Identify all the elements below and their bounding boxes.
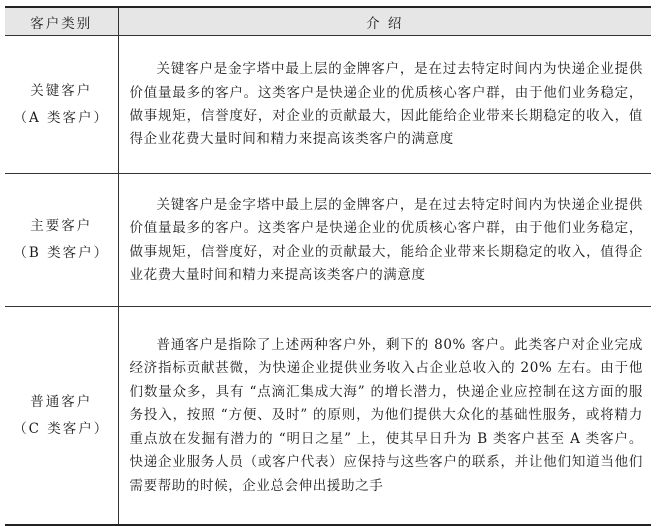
category-cell [5, 36, 118, 174]
header-intro: 介 绍 [118, 7, 651, 36]
description-cell: 普通客户是指除了上述两种客户外，剩下的 80% 客户。此类客户对企业完成经济指标贡献甚微，为快递企业提供业务收入占企业总收入的 20% 左右。由于他们数量众多，具有 “点滴汇集成大海” 的增长潜力，快递企业应控制在这方面的服务投入，按照 “方便、及时” 的原则，为他们提供大众化的基础性服务，或将精力重点放在发掘有潜力的 “明日之星” 上，使其早日升为 B 类客户甚至 A 类客户。快递企业服务人员（或客户代表）应保持与这些客户的联系，并让他们知道当他们需要帮助的时候，企业总会伸出援助之手 [118, 307, 651, 526]
customer-category-table [5, 6, 651, 526]
description-cell: 关键客户是金字塔中最上层的金牌客户，是在过去特定时间内为快递企业提供价值量最多的客户。这类客户是快递企业的优质核心客户群，由于他们业务稳定，做事规矩，信誉度好，对企业的贡献最大，能给企业带来长期稳定的收入，值得企业花费大量时间和精力来提高该类客户的满意度 [118, 174, 651, 307]
category-name: 普通客户 [30, 393, 93, 410]
table-row [5, 174, 651, 307]
category-class: （A 类客户） [13, 109, 110, 126]
header-category: 客户类别 [5, 7, 118, 36]
table-row [5, 307, 651, 526]
table-header-row [5, 7, 651, 36]
category-class: （C 类客户） [13, 420, 110, 437]
category-name: 关键客户 [30, 82, 93, 99]
category-name: 主要客户 [30, 218, 93, 234]
description-cell: 关键客户是金字塔中最上层的金牌客户，是在过去特定时间内为快递企业提供价值量最多的客户。这类客户是快递企业的优质核心客户群，由于他们业务稳定，做事规矩，信誉度好，对企业的贡献最大，因此能给企业带来长期稳定的收入，值得企业花费大量时间和精力来提高该类客户的满意度 [118, 36, 651, 174]
category-cell [5, 174, 118, 307]
category-cell [5, 307, 118, 526]
category-class: （B 类客户） [13, 245, 110, 261]
table-row [5, 36, 651, 174]
